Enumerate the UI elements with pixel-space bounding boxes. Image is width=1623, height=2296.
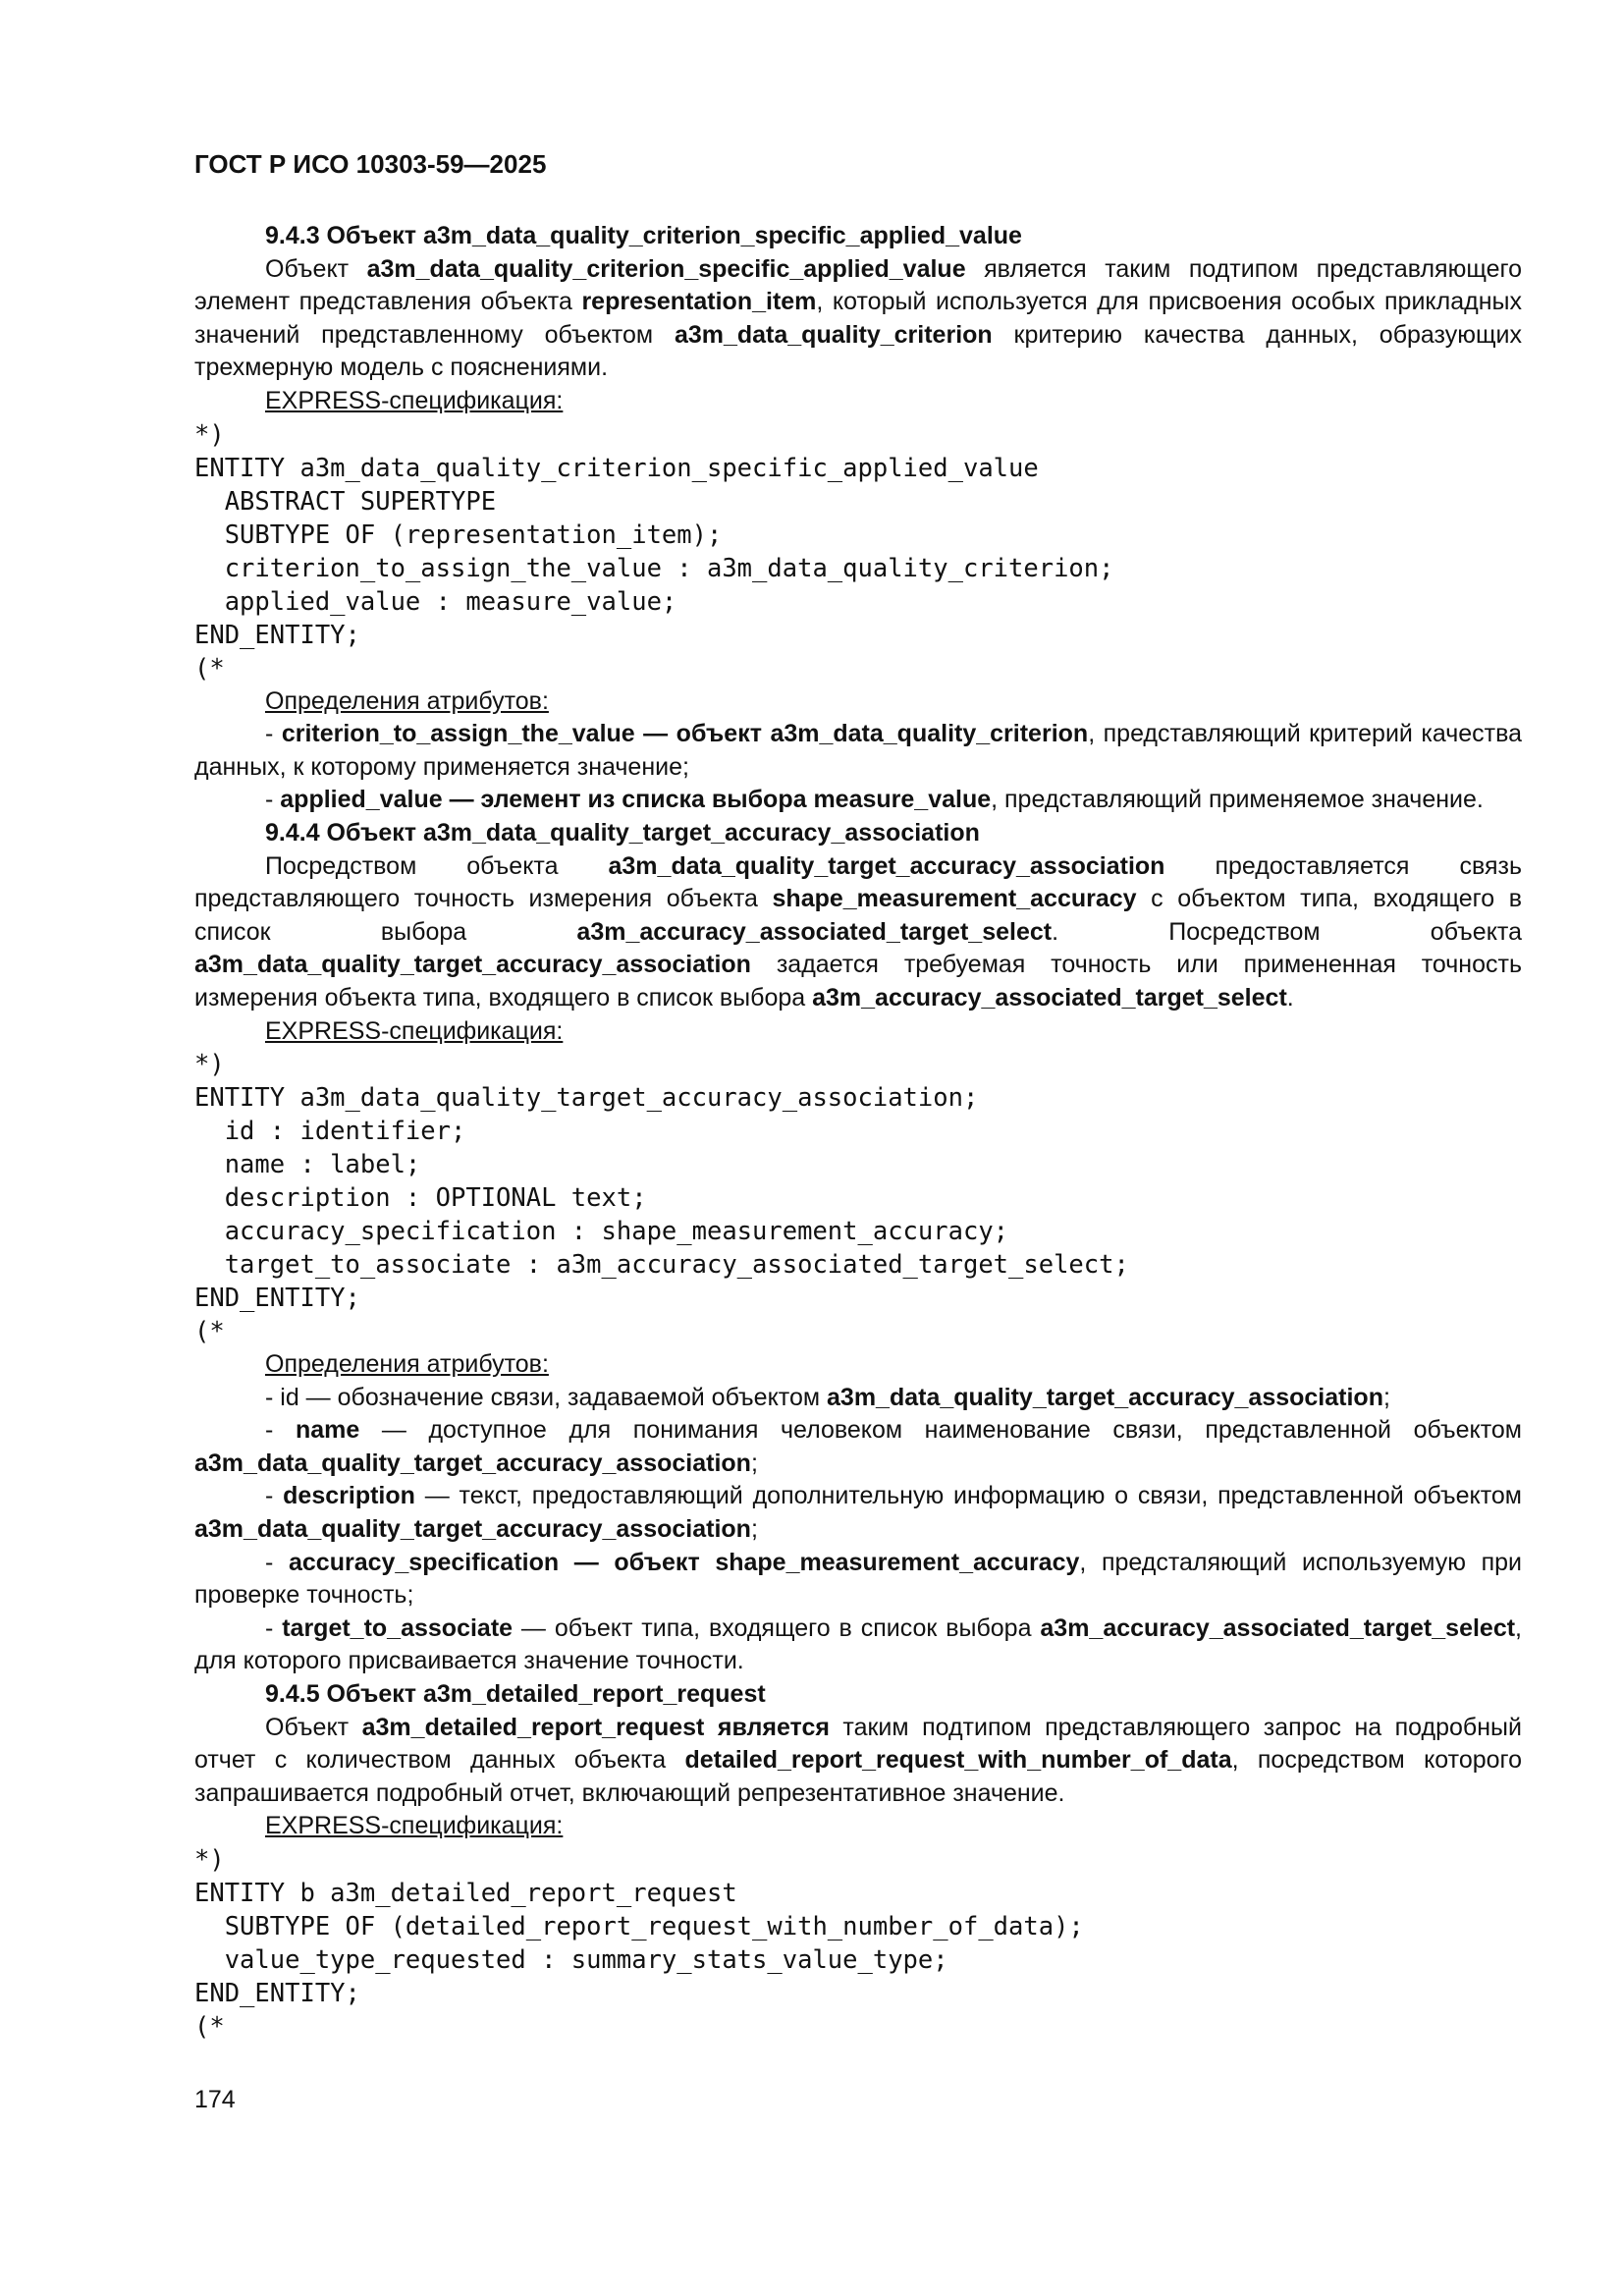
page-number: 174 xyxy=(194,2086,236,2113)
express-spec-label: EXPRESS-спецификация: xyxy=(265,1016,564,1045)
bold-term: a3m_data_quality_criterion xyxy=(674,320,993,349)
attribute-definitions-label: Определения атрибутов: xyxy=(265,1350,549,1379)
bold-term: accuracy_specification — объект shape_measurement_accuracy xyxy=(288,1548,1080,1576)
attribute-definition: - criterion_to_assign_the_value — объект a3m_data_quality_criterion, представляющий критерий качества данных, к которому применяется значение; xyxy=(194,720,1522,781)
bold-term: a3m_data_quality_target_accuracy_association xyxy=(827,1383,1383,1411)
document-header: ГОСТ Р ИСО 10303-59—2025 xyxy=(194,149,547,179)
bold-term: representation_item xyxy=(581,288,817,316)
bold-term: name xyxy=(295,1416,360,1445)
code-open-marker: *) xyxy=(194,419,225,450)
bold-term: criterion_to_assign_the_value — объект a3m_data_quality_criterion xyxy=(281,720,1089,748)
code-close-marker: (* xyxy=(194,653,225,683)
attribute-definition: - id — обозначение связи, задаваемой объектом a3m_data_quality_target_accuracy_association; xyxy=(265,1383,1390,1411)
bold-term: a3m_data_quality_target_accuracy_association xyxy=(194,1449,751,1477)
bold-term: shape_measurement_accuracy xyxy=(772,885,1137,913)
bold-term: a3m_detailed_report_request является xyxy=(361,1713,830,1741)
bold-term: a3m_data_quality_target_accuracy_association xyxy=(194,1515,751,1544)
bold-term: applied_value — элемент из списка выбора measure_value xyxy=(280,786,992,814)
bold-term: a3m_accuracy_associated_target_select xyxy=(1040,1613,1516,1642)
section-intro: Объект a3m_data_quality_criterion_specific_applied_value является таким подтипом представляющего элемент представления объекта representation_item, который используется для присвоения особых прикладных значений представленному объектом a3m_data_quality_criterion критерию качества данных, образующих трехмерную модель с пояснениями. xyxy=(194,254,1523,382)
section-9-4-5 xyxy=(194,1678,1522,2044)
bold-term: a3m_accuracy_associated_target_select xyxy=(812,983,1287,1011)
bold-term: detailed_report_request_with_number_of_data xyxy=(684,1746,1232,1775)
express-spec-label: EXPRESS-спецификация: xyxy=(265,1812,564,1840)
express-code-block: ENTITY a3m_data_quality_criterion_specific_applied_value ABSTRACT SUPERTYPE SUBTYPE OF (representation_item); criterion_to_assign_the_value : a3m_data_quality_criterion; applied_value : measure_value; END_ENTITY; xyxy=(194,453,1114,650)
bold-term: target_to_associate xyxy=(282,1613,514,1642)
bold-term: a3m_data_quality_criterion_specific_applied_value xyxy=(366,254,966,283)
attribute-definition: - name — доступное для понимания человеком наименование связи, представленной объектом a3m_data_quality_target_accuracy_association; xyxy=(194,1416,1522,1477)
bold-term: a3m_data_quality_target_accuracy_association xyxy=(194,951,751,979)
express-code-block: ENTITY b a3m_detailed_report_request SUBTYPE OF (detailed_report_request_with_number_of_data); value_type_requested : summary_stats_value_type; END_ENTITY; xyxy=(194,1879,1084,2008)
section-intro: Посредством объекта a3m_data_quality_target_accuracy_association предоставляется связь представляющего точность измерения объекта shape_measurement_accuracy с объектом типа, входящего в список выбора a3m_accuracy_associated_target_select. Посредством объекта a3m_data_quality_target_accuracy_association задается требуемая точность или примененная точность измерения объекта типа, входящего в список выбора a3m_accuracy_associated_target_select. xyxy=(194,851,1523,1011)
section-9-4-4 xyxy=(194,817,1522,1678)
bold-term: a3m_data_quality_target_accuracy_association xyxy=(608,851,1165,880)
attribute-definition: - accuracy_specification — объект shape_measurement_accuracy, предсталяющий используемую при проверке точность; xyxy=(194,1548,1522,1610)
section-heading: 9.4.4 Объект a3m_data_quality_target_accuracy_association xyxy=(265,818,980,847)
section-9-4-3 xyxy=(194,220,1522,817)
attribute-definition: - target_to_associate — объект типа, входящего в список выбора a3m_accuracy_associated_target_select, для которого присваивается значение точности. xyxy=(194,1613,1522,1675)
attribute-definitions-label: Определения атрибутов: xyxy=(265,686,549,715)
attribute-definition: - description — текст, предоставляющий дополнительную информацию о связи, представленной объектом a3m_data_quality_target_accuracy_association; xyxy=(194,1482,1522,1544)
bold-term: a3m_accuracy_associated_target_select xyxy=(576,917,1053,946)
bold-term: description xyxy=(283,1482,415,1510)
code-open-marker: *) xyxy=(194,1050,225,1080)
section-heading: 9.4.3 Объект a3m_data_quality_criterion_specific_applied_value xyxy=(265,222,1022,249)
code-close-marker: (* xyxy=(194,2012,225,2042)
document-page xyxy=(194,147,1522,2044)
code-open-marker: *) xyxy=(194,1845,225,1875)
section-heading: 9.4.5 Объект a3m_detailed_report_request xyxy=(265,1680,766,1709)
code-close-marker: (* xyxy=(194,1317,225,1347)
section-intro: Объект a3m_detailed_report_request является таким подтипом представляющего запрос на подробный отчет с количеством данных объекта detailed_report_request_with_number_of_data, посредством которого запрашивается подробный отчет, включающий репрезентативное значение. xyxy=(194,1713,1522,1807)
attribute-definition: - applied_value — элемент из списка выбора measure_value, представляющий применяемое значение. xyxy=(265,786,1484,814)
express-code-block: ENTITY a3m_data_quality_target_accuracy_association; id : identifier; name : label; description : OPTIONAL text; accuracy_specification : shape_measurement_accuracy; target_to_associate : a3m_accuracy_associated_target_select; END_ENTITY; xyxy=(194,1083,1129,1314)
express-spec-label: EXPRESS-спецификация: xyxy=(265,386,564,414)
